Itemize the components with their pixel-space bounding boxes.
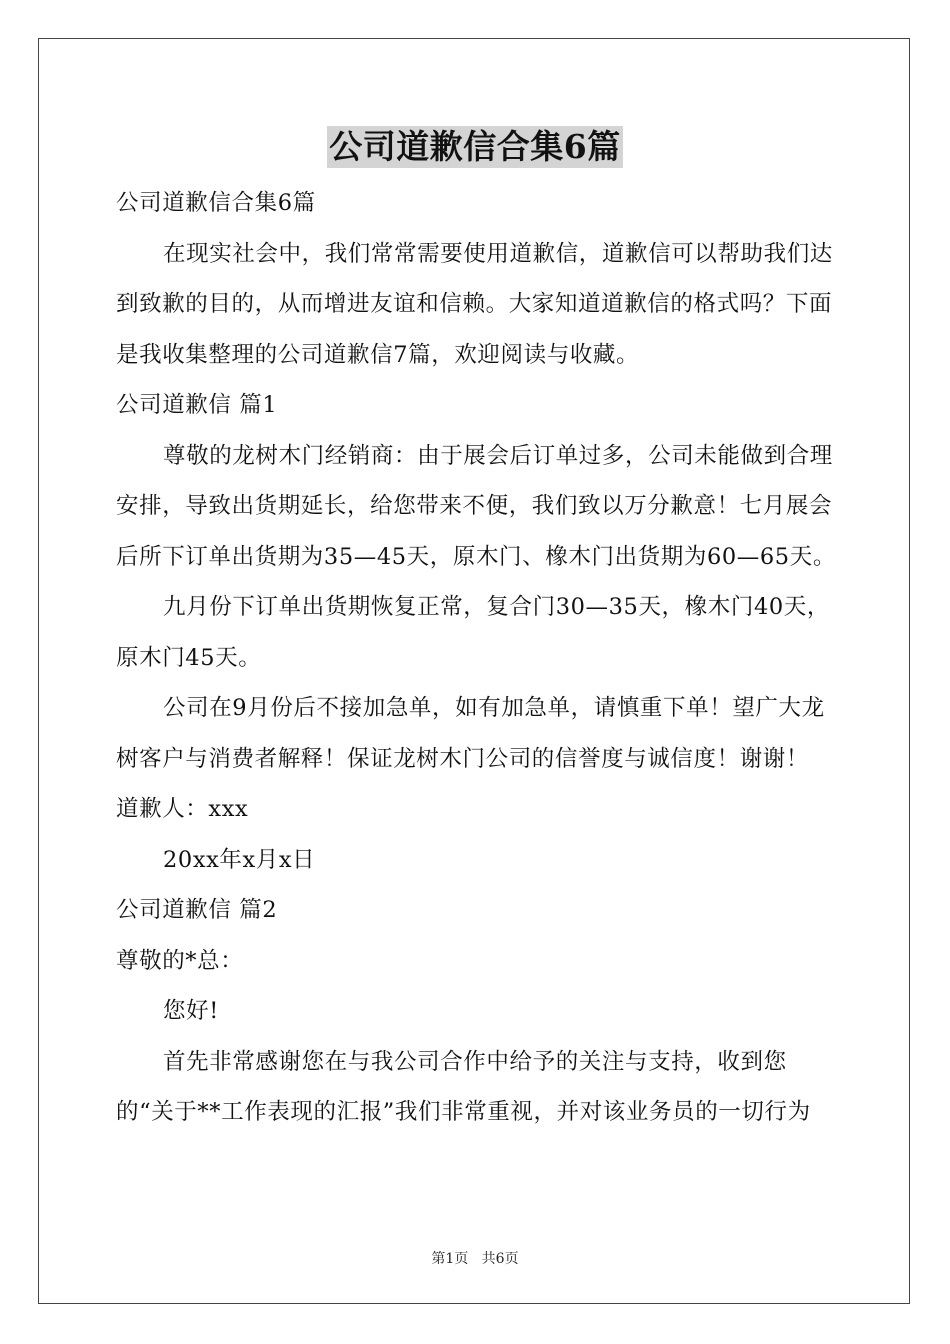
page-number: 第1页 共6页	[431, 1251, 519, 1267]
paragraph: 在现实社会中，我们常常需要使用道歉信，道歉信可以帮助我们达到致歉的目的，从而增进友谊和信赖。大家知道道歉信的格式吗？下面是我收集整理的公司道歉信7篇，欢迎阅读与收藏。	[116, 240, 833, 368]
paragraph: 您好!	[163, 998, 219, 1024]
paragraph: 首先非常感谢您在与我公司合作中给予的关注与支持，收到您的“关于**工作表现的汇报”我们非常重视，并对该业务员的一切行为	[116, 1048, 811, 1125]
paragraph: 公司道歉信合集6篇	[116, 190, 316, 216]
paragraph: 九月份下订单出货期恢复正常，复合门30—35天，橡木门40天，原木门45天。	[116, 594, 830, 671]
page-footer	[0, 1248, 950, 1268]
paragraph: 道歉人：xxx	[116, 796, 249, 822]
paragraph: 公司在9月份后不接加急单，如有加急单，请慎重下单！望广大龙树客户与消费者解释！保证龙树木门公司的信誉度与诚信度！谢谢！	[116, 695, 825, 772]
paragraph: 公司道歉信 篇2	[116, 897, 278, 923]
document-title-area	[0, 126, 950, 168]
paragraph: 公司道歉信 篇1	[116, 392, 278, 418]
paragraph: 20xx年x月x日	[163, 846, 316, 873]
document-title: 公司道歉信合集6篇	[329, 127, 621, 166]
document-body	[116, 178, 836, 1138]
paragraph: 尊敬的*总：	[116, 947, 244, 974]
paragraph: 尊敬的龙树木门经销商：由于展会后订单过多，公司未能做到合理安排，导致出货期延长，给您带来不便，我们致以万分歉意！七月展会后所下订单出货期为35—45天，原木门、橡木门出货期为60—65天。	[116, 442, 836, 570]
